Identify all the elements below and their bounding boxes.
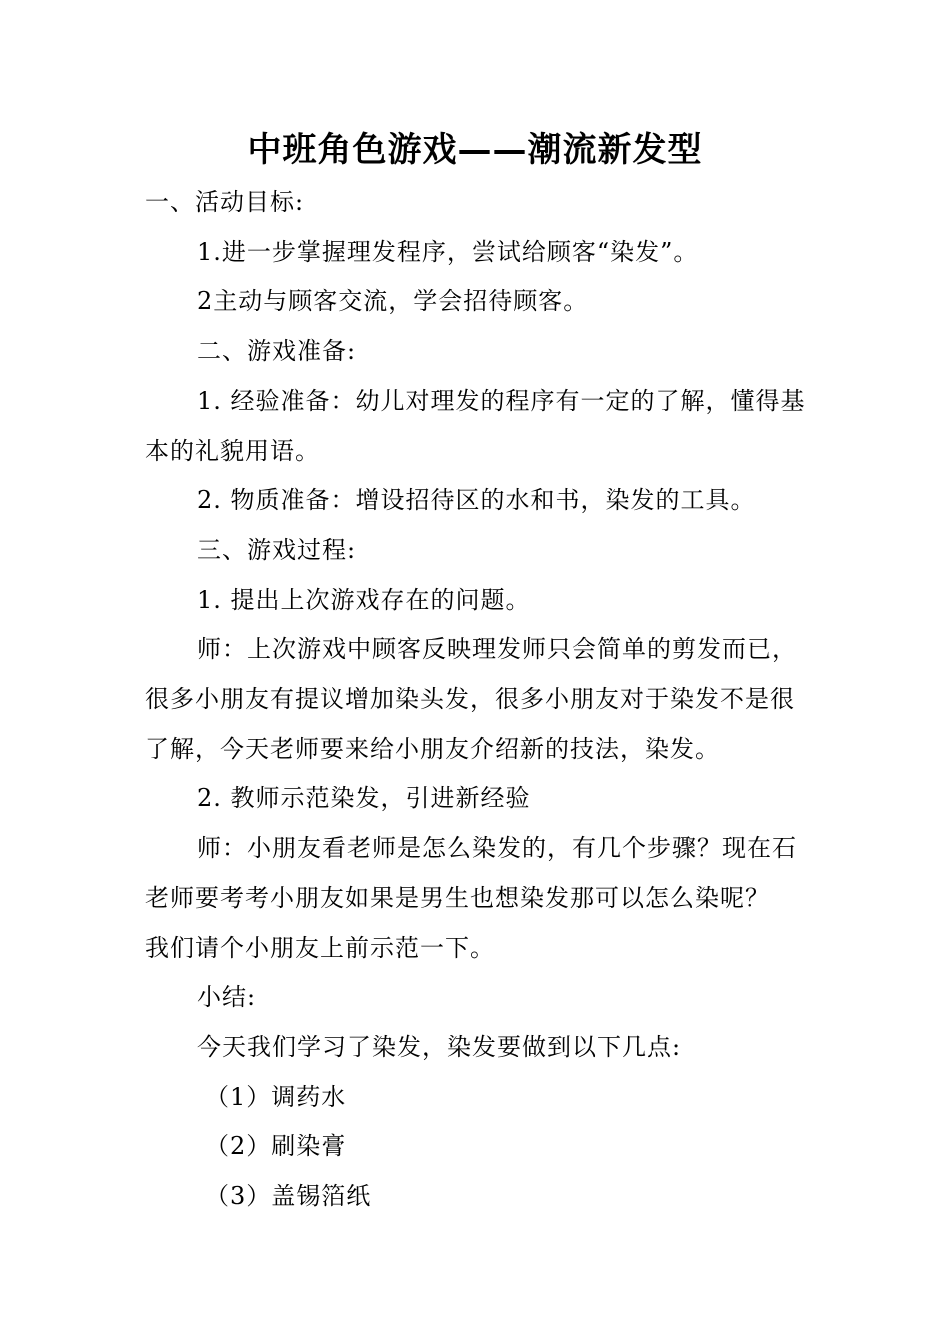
teacher-speech-1-line-1: 师：上次游戏中顾客反映理发师只会简单的剪发而已， — [197, 635, 797, 664]
process-item-2: 2. 教师示范染发，引进新经验 — [197, 784, 531, 813]
prep-item-1-line-2: 本的礼貌用语。 — [145, 436, 320, 465]
summary-step-3: （3）盖锡箔纸 — [205, 1182, 372, 1211]
summary-label: 小结: — [197, 983, 257, 1012]
section-heading-process: 三、游戏过程: — [197, 535, 357, 564]
teacher-speech-1-line-3: 了解，今天老师要来给小朋友介绍新的技法，染发。 — [145, 734, 720, 763]
section-heading-preparation: 二、游戏准备: — [197, 337, 357, 366]
goal-item-2: 2主动与顾客交流，学会招待顾客。 — [197, 287, 589, 316]
teacher-speech-2-line-2: 老师要考考小朋友如果是男生也想染发那可以怎么染呢？ — [145, 883, 770, 912]
process-item-1: 1. 提出上次游戏存在的问题。 — [197, 585, 531, 614]
teacher-speech-2-line-1: 师：小朋友看老师是怎么染发的，有几个步骤？现在石 — [197, 834, 797, 863]
document-title: 中班角色游戏——潮流新发型 — [247, 130, 703, 170]
summary-intro: 今天我们学习了染发，染发要做到以下几点: — [197, 1032, 682, 1061]
document-body — [145, 178, 810, 1222]
teacher-speech-2-line-3: 我们请个小朋友上前示范一下。 — [145, 933, 495, 962]
prep-item-2: 2. 物质准备：增设招待区的水和书，染发的工具。 — [197, 486, 756, 515]
summary-step-2: （2）刷染膏 — [205, 1132, 347, 1161]
goal-item-1: 1.进一步掌握理发程序，尝试给顾客“染发”。 — [197, 237, 699, 266]
summary-step-1: （1）调药水 — [205, 1082, 347, 1111]
prep-item-1-line-1: 1. 经验准备：幼儿对理发的程序有一定的了解，懂得基 — [197, 386, 806, 415]
teacher-speech-1-line-2: 很多小朋友有提议增加染头发，很多小朋友对于染发不是很 — [145, 685, 795, 714]
section-heading-goals: 一、活动目标: — [145, 188, 305, 216]
